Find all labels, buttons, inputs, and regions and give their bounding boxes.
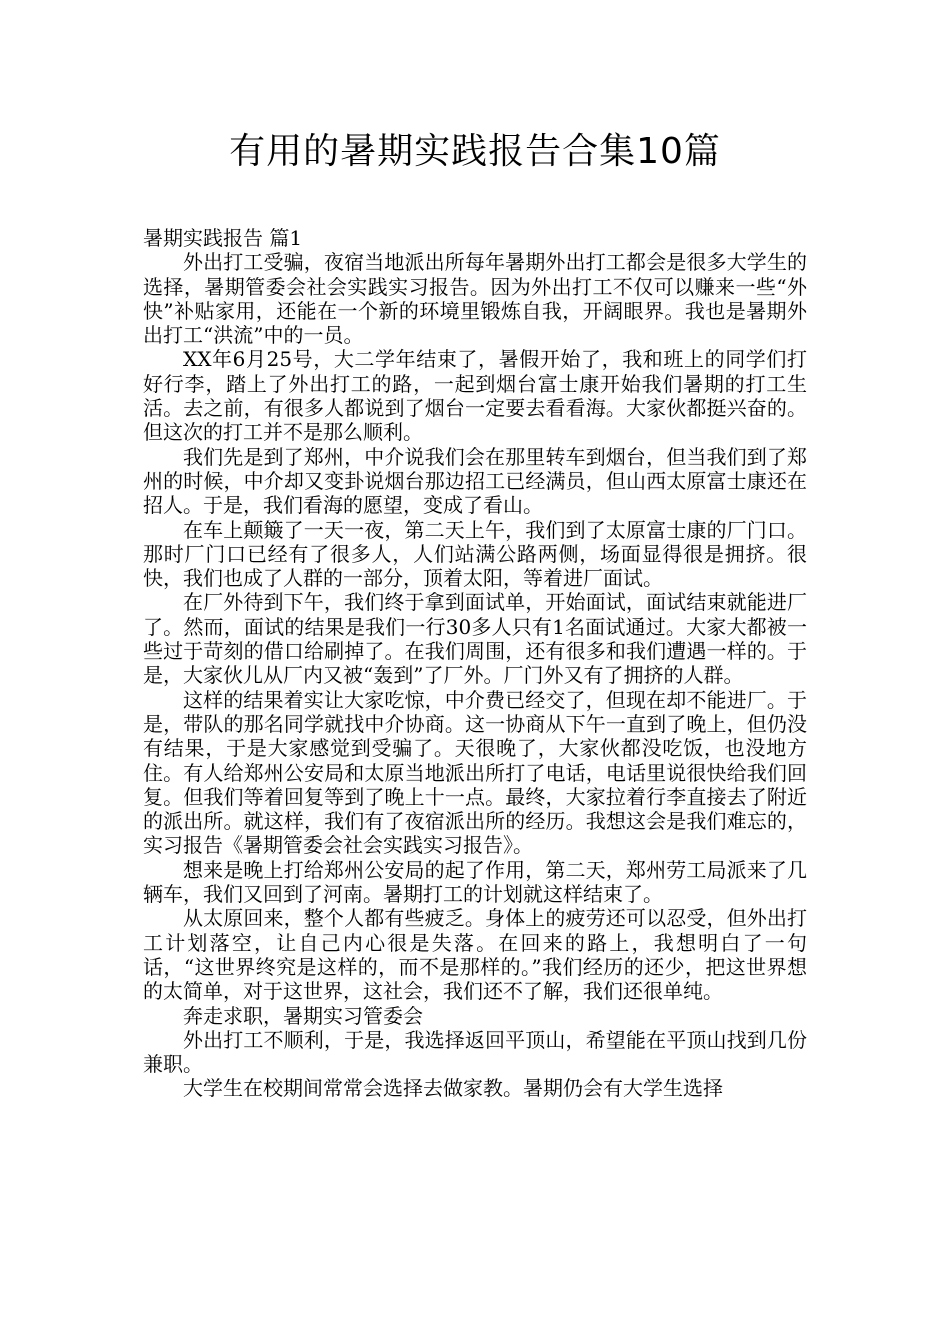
section-heading: 暑期实践报告 篇1: [143, 226, 303, 250]
paragraph: 这样的结果着实让大家吃惊，中介费已经交了，但现在却不能进厂。于是，带队的那名同学就找中介协商。这一协商从下午一直到了晚上，但仍没有结果，于是大家感觉到受骗了。天很晚了，大家伙都没吃饭，也没地方住。有人给郑州公安局和太原当地派出所打了电话，电话里说很快给我们回复。但我们等着回复等到了晚上十一点。最终，大家拉着行李直接去了附近的派出所。就这样，我们有了夜宿派出所的经历。我想这会是我们难忘的，实习报告《暑期管委会社会实践实习报告》。: [143, 687, 807, 858]
paragraph: 在车上颠簸了一天一夜，第二天上午，我们到了太原富士康的厂门口。那时厂门口已经有了很多人，人们站满公路两侧，场面显得很是拥挤。很快，我们也成了人群的一部分，顶着太阳，等着进厂面试。: [143, 517, 807, 591]
paragraph: 外出打工受骗，夜宿当地派出所每年暑期外出打工都会是很多大学生的选择，暑期管委会社会实践实习报告。因为外出打工不仅可以赚来一些“外快”补贴家用，还能在一个新的环境里锻炼自我，开阔眼界。我也是暑期外出打工“洪流”中的一员。: [143, 250, 807, 348]
paragraph: 在厂外待到下午，我们终于拿到面试单，开始面试，面试结束就能进厂了。然而，面试的结果是我们一行30多人只有1名面试通过。大家大都被一些过于苛刻的借口给刷掉了。在我们周围，还有很多和我们遭遇一样的。于是，大家伙儿从厂内又被“轰到”了厂外。厂门外又有了拥挤的人群。: [143, 590, 807, 688]
document-body: [143, 226, 807, 1101]
paragraph: 从太原回来，整个人都有些疲乏。身体上的疲劳还可以忍受，但外出打工计划落空，让自己内心很是失落。在回来的路上，我想明白了一句话，“这世界终究是这样的，而不是那样的。”我们经历的还少，把这世界想的太简单，对于这世界，这社会，我们还不了解，我们还很单纯。: [143, 906, 807, 1004]
paragraph: 想来是晚上打给郑州公安局的起了作用，第二天，郑州劳工局派来了几辆车，我们又回到了河南。暑期打工的计划就这样结束了。: [143, 857, 807, 907]
paragraph: XX年6月25号，大二学年结束了，暑假开始了，我和班上的同学们打好行李，踏上了外出打工的路，一起到烟台富士康开始我们暑期的打工生活。去之前，有很多人都说到了烟台一定要去看看海。大家伙都挺兴奋的。但这次的打工并不是那么顺利。: [143, 347, 807, 445]
paragraph: 我们先是到了郑州，中介说我们会在那里转车到烟台，但当我们到了郑州的时候，中介却又变卦说烟台那边招工已经满员，但山西太原富士康还在招人。于是，我们看海的愿望，变成了看山。: [143, 444, 807, 518]
document-title: 有用的暑期实践报告合集10篇: [229, 131, 721, 172]
paragraph: 外出打工不顺利，于是，我选择返回平顶山，希望能在平顶山找到几份兼职。: [143, 1027, 807, 1077]
subsection-heading: 奔走求职，暑期实习管委会: [183, 1003, 423, 1028]
paragraph: 大学生在校期间常常会选择去做家教。暑期仍会有大学生选择: [183, 1076, 723, 1101]
